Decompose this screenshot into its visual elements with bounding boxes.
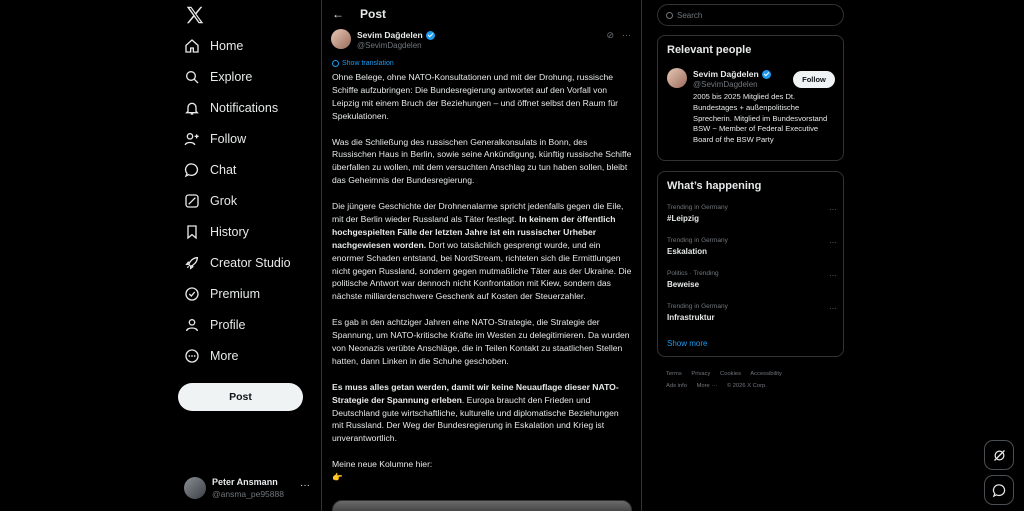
nav-label: Grok [210, 194, 238, 208]
whats-happening-card [657, 171, 844, 357]
show-translation-link[interactable] [332, 60, 394, 67]
avatar [184, 477, 206, 499]
account-handle: @ansma_pe95888 [212, 489, 284, 499]
rocket-icon [184, 255, 200, 271]
author-name-row[interactable] [357, 30, 435, 40]
footer-link-accessibility[interactable]: Accessibility [750, 371, 782, 377]
paragraph-bold-segment: Es muss alles getan werden, damit wir keine Neuauflage dieser NATO-Strategie der Spannung erleben [332, 381, 619, 405]
paragraph-segment: Die jüngere Geschichte der Drohnenalarme spricht jedenfalls gegen die Eile, mit der Berlin wieder Russland als Täter festlegt. [332, 201, 624, 224]
chat-icon [184, 162, 200, 178]
post-text [332, 71, 632, 484]
nav-history[interactable] [184, 220, 249, 244]
more-icon[interactable]: ··· [829, 238, 837, 247]
chat-float-button[interactable] [984, 475, 1014, 505]
trend-name: Infrastruktur [667, 313, 715, 322]
more-icon[interactable]: ··· [829, 271, 837, 280]
trend-item[interactable] [667, 237, 837, 256]
nav-label: Follow [210, 132, 247, 146]
account-name: Peter Ansmann [212, 477, 278, 487]
person-icon [184, 317, 200, 333]
nav-label: Creator Studio [210, 256, 291, 270]
person-name-row[interactable] [693, 69, 771, 79]
trend-meta: Politics · Trending [667, 270, 719, 277]
back-arrow-icon[interactable]: ← [332, 7, 344, 21]
more-icon[interactable]: ··· [829, 205, 837, 214]
trend-meta: Trending in Germany [667, 204, 728, 211]
bookmark-icon [184, 224, 200, 240]
trend-item[interactable] [667, 204, 837, 223]
show-more-link[interactable]: Show more [667, 339, 708, 348]
verified-badge-icon [426, 31, 435, 40]
post-header [322, 0, 641, 28]
x-logo-icon[interactable] [184, 4, 206, 26]
more-circle-icon [184, 348, 200, 364]
nav-more[interactable] [184, 344, 238, 368]
more-icon[interactable]: ··· [622, 30, 631, 40]
post-author [331, 28, 631, 54]
nav-creator-studio[interactable] [184, 251, 291, 275]
search-icon [184, 69, 200, 85]
trend-name: #Leipzig [667, 214, 700, 223]
trend-item[interactable] [667, 270, 837, 289]
grok-icon[interactable]: ⊘ [606, 30, 614, 40]
paragraph-segment: Dort wo tatsächlich gesprengt wurde, und ein enormer Schaden entstand, bei NordStream, richteten sich die Ermittlungen nicht gegen Russland, sondern gegen mutmaßliche Täter aus der Ukraine. Die politische Antwort war dennoch nicht Konfrontation mit Kiew, sondern das nächste milliardenschwere Geschenk auf Kosten der Steuerzahler. [332, 239, 632, 302]
nav-label: Home [210, 39, 244, 53]
copyright: © 2026 X Corp. [726, 383, 767, 389]
translate-icon [332, 60, 339, 67]
post-paragraph: Meine neue Kolumne hier: [332, 459, 433, 470]
grok-icon [184, 193, 200, 209]
footer-link-terms[interactable]: Terms [666, 371, 682, 377]
paragraph-bold-segment: In keinem der öffentlich hochgespielten Fälle der letzten Jahre ist ein russischer Urheber nachgewiesen worden. [332, 213, 616, 250]
pointing-emoji-icon: 👉 [332, 472, 343, 483]
verified-badge-icon [762, 70, 771, 79]
card-title: Relevant people [667, 44, 752, 56]
post-paragraph: Ohne Belege, ohne NATO-Konsultationen und mit der Drohung, russische Schiffe aufzubringen: Die Bundesregierung antwortet auf den Vorfall von Leipzig mit einem Bruch der Beziehungen – und öffnet selbst den Raum für Spekulationen. [332, 72, 618, 121]
account-switcher[interactable] [184, 476, 314, 500]
footer-link-ads-info[interactable]: Ads info [666, 383, 687, 389]
post-paragraph [332, 200, 632, 303]
post-paragraph: Was die Schließung des russischen Generalkonsulats in Bonn, des Russischen Haus in Berlin, sowie seine Ankündigung, künftig russische Schiffe überfallen zu wollen, mit dem versuchten Anschlag zu tun haben sollen, bleibt das Geheimnis der Bundesregierung. [332, 136, 632, 186]
nav-profile[interactable] [184, 313, 245, 337]
trend-name: Eskalation [667, 247, 708, 256]
avatar[interactable] [331, 29, 351, 49]
footer-link-more[interactable]: More ··· [696, 383, 718, 389]
nav-label: Profile [210, 318, 246, 332]
nav-home[interactable] [184, 34, 243, 58]
add-user-icon [184, 131, 200, 147]
nav-label: More [210, 349, 239, 363]
person-name[interactable]: Sevim Dağdelen [693, 69, 759, 79]
search-input[interactable] [677, 11, 827, 20]
footer-links [666, 368, 841, 392]
post-actions [606, 30, 631, 41]
trend-name: Beweise [667, 280, 700, 289]
trend-meta: Trending in Germany [667, 237, 728, 244]
more-icon[interactable]: ··· [829, 304, 837, 313]
nav-notifications[interactable] [184, 96, 278, 120]
nav-label: Notifications [210, 101, 279, 115]
bell-icon [184, 100, 200, 116]
nav-grok[interactable] [184, 189, 237, 213]
search-icon [666, 12, 673, 19]
follow-button[interactable]: Follow [793, 71, 835, 88]
grok-icon [992, 448, 1007, 463]
card-title: What’s happening [667, 180, 762, 192]
paragraph-segment: . Europa braucht den Frieden und Deutschland gute wirtschaftliche, kulturelle und diplomatische Beziehungen mit Russland. Der Weg der Bundesregierung in Eskalation und Krieg ist unverantwortlich. [332, 394, 619, 444]
search-box[interactable] [657, 4, 844, 26]
avatar[interactable] [667, 68, 687, 88]
nav-premium[interactable] [184, 282, 260, 306]
nav-label: Chat [210, 163, 237, 177]
nav-explore[interactable] [184, 65, 252, 89]
person-bio: 2005 bis 2025 Mitglied des Dt. Bundestages + außenpolitische Sprecherin. Mitglied im Bundesvorstand BSW ~ Member of Federal Executive Board of the BSW Party [693, 92, 828, 145]
nav-label: History [210, 225, 249, 239]
nav-label: Explore [210, 70, 253, 84]
right-sidebar [657, 0, 844, 511]
grok-float-button[interactable] [984, 440, 1014, 470]
post-paragraph [332, 381, 632, 446]
footer-link-cookies[interactable]: Cookies [720, 371, 741, 377]
nav-label: Premium [210, 287, 261, 301]
left-nav [178, 0, 318, 511]
post-paragraph: Es gab in den achtziger Jahren eine NATO-Strategie, die Strategie der Spannung, um NATO-kritische Kräfte im Westen zu delegitimieren. Da wurden von Neonazis verübte Anschläge, die in Teilen Kontakt zu staatlichen Stellen hatten, dann Linken in die Schuhe geschoben. [332, 317, 630, 366]
author-name[interactable]: Sevim Dağdelen [357, 30, 423, 40]
page-title: Post [360, 7, 387, 21]
post-media-image[interactable] [332, 500, 632, 511]
post-button[interactable]: Post [178, 383, 303, 411]
person-handle[interactable]: @SevimDagdelen [693, 80, 758, 89]
footer-link-privacy[interactable]: Privacy [691, 371, 711, 377]
author-handle[interactable]: @SevimDagdelen [357, 41, 422, 50]
trend-meta: Trending in Germany [667, 303, 728, 310]
home-icon [184, 38, 200, 54]
show-translation-label: Show translation [342, 60, 394, 67]
main-column [321, 0, 642, 511]
chat-icon [992, 483, 1007, 498]
more-icon[interactable]: ··· [300, 480, 310, 491]
nav-follow[interactable] [184, 127, 246, 151]
trend-item[interactable] [667, 303, 837, 322]
verified-circle-icon [184, 286, 200, 302]
nav-chat[interactable] [184, 158, 236, 182]
relevant-people-card [657, 35, 844, 161]
